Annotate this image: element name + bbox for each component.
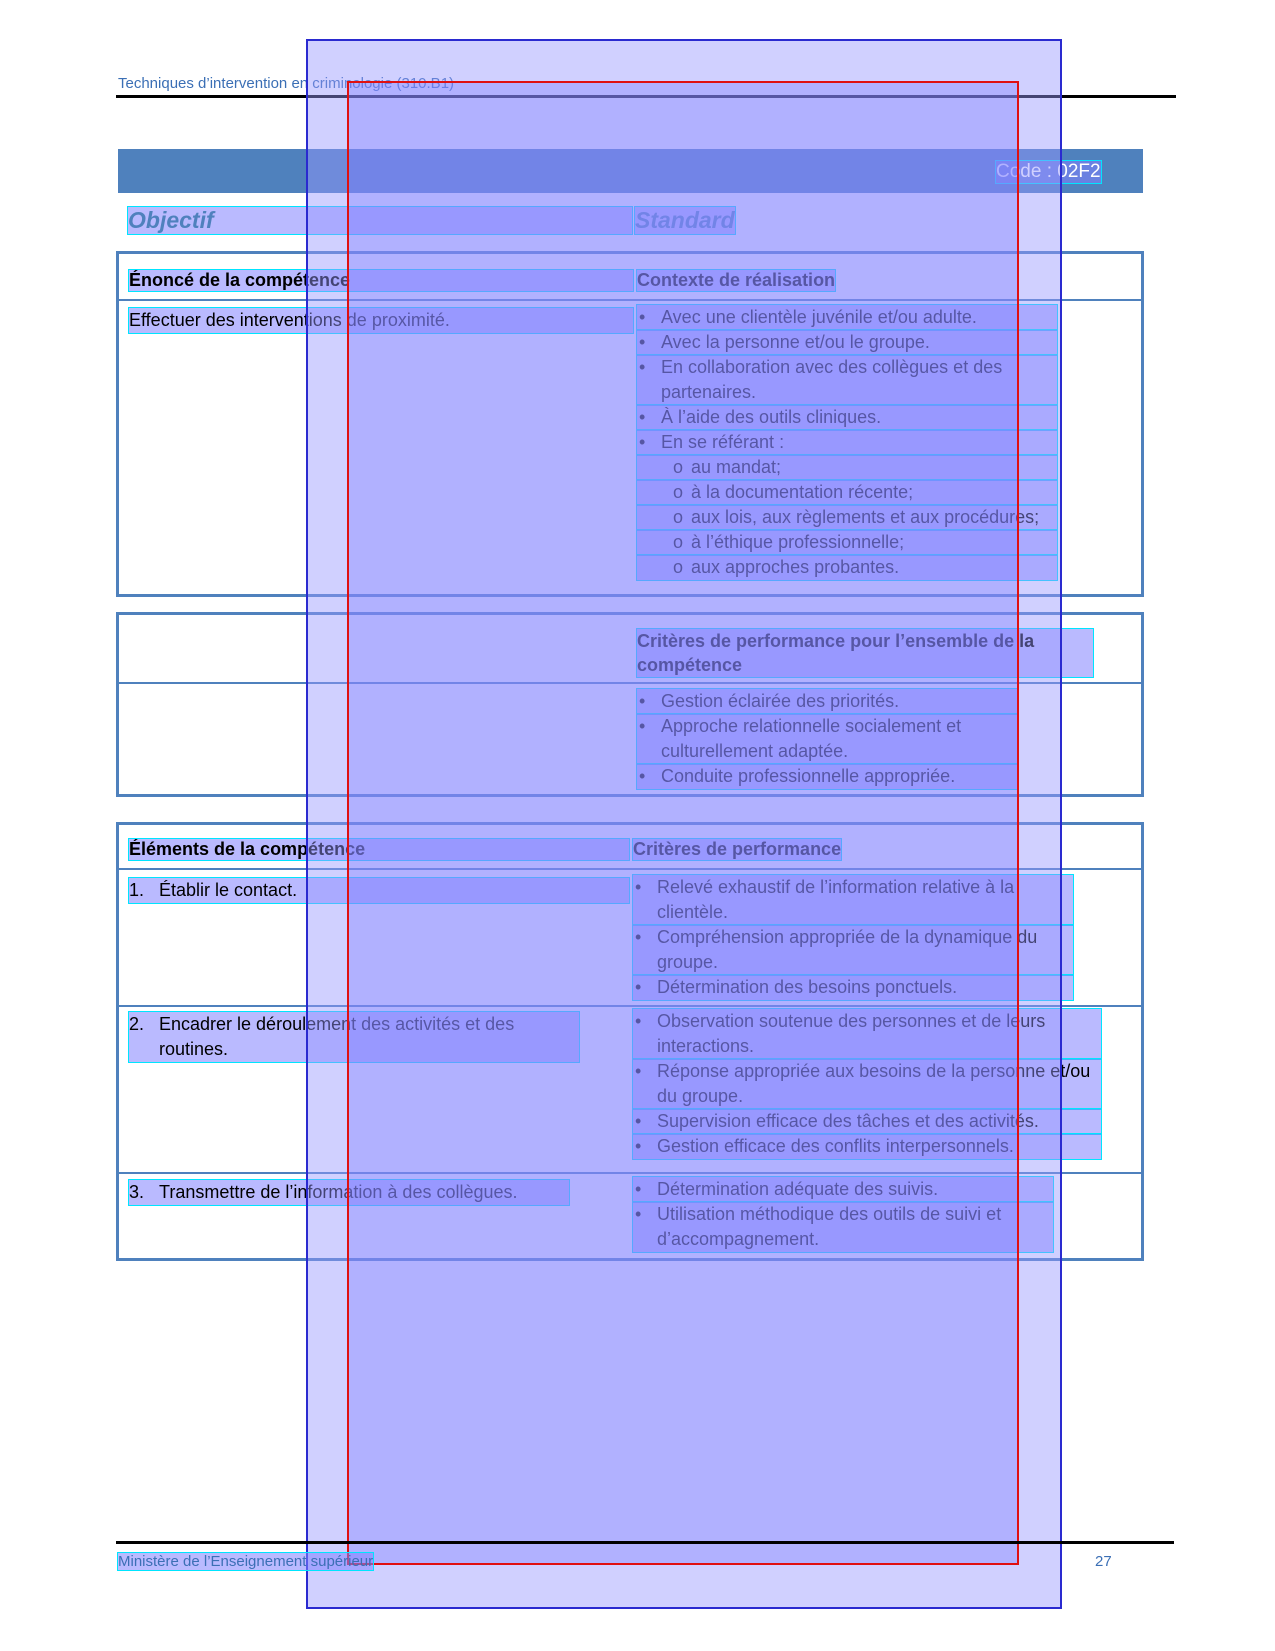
element-number: 2.: [129, 1014, 145, 1034]
criterion-item: • Conduite professionnelle appropriée.: [637, 764, 1017, 789]
footer-ministry: Ministère de l’Enseignement supérieur: [118, 1553, 374, 1570]
selection-overlay-inner: [347, 81, 1019, 1565]
running-header: Techniques d’intervention en criminologie (310.B1): [118, 75, 455, 92]
element-label: Établir le contact.: [159, 880, 298, 900]
criterion-item: • Approche relationnelle socialement et culturellement adaptée.: [637, 714, 1017, 764]
reference-item: o aux approches probantes.: [637, 555, 1057, 580]
standard-title: Standard: [635, 207, 735, 233]
element-number: 3.: [129, 1182, 145, 1202]
criterion-item: • Gestion efficace des conflits interpersonnels.: [633, 1134, 1101, 1159]
reference-item: o aux lois, aux règlements et aux procédures;: [637, 505, 1057, 530]
criterion-item: • Supervision efficace des tâches et des activités.: [633, 1109, 1101, 1134]
element-label: Encadrer le déroulement des activités et des routines.: [159, 1014, 515, 1059]
context-item: • À l’aide des outils cliniques.: [637, 405, 1057, 430]
context-header: Contexte de réalisation: [637, 270, 836, 290]
criterion-item: • Observation soutenue des personnes et de leurs interactions.: [633, 1009, 1101, 1059]
performance-header: Critères de performance: [633, 839, 842, 859]
context-item: • Avec une clientèle juvénile et/ou adulte.: [637, 305, 1057, 330]
reference-item: o à la documentation récente;: [637, 480, 1057, 505]
context-item: • En se référant :: [637, 430, 1057, 455]
criterion-item: • Détermination des besoins ponctuels.: [633, 975, 1073, 1000]
criterion-item: • Gestion éclairée des priorités.: [637, 689, 1017, 714]
statement-header: Énoncé de la compétence: [129, 270, 633, 291]
overall-criteria-header: Critères de performance pour l’ensemble de la compétence: [637, 629, 1093, 677]
criterion-item: • Réponse appropriée aux besoins de la personne et/ou du groupe.: [633, 1059, 1101, 1109]
criterion-item: • Relevé exhaustif de l’information relative à la clientèle.: [633, 875, 1073, 925]
criterion-item: • Compréhension appropriée de la dynamique du groupe.: [633, 925, 1073, 975]
footer-rule: [116, 1541, 1174, 1544]
competency-statement: Effectuer des interventions de proximité.: [129, 308, 633, 333]
elements-header: Éléments de la compétence: [129, 839, 629, 860]
context-item: • En collaboration avec des collègues et des partenaires.: [637, 355, 1057, 405]
element-number: 1.: [129, 880, 145, 900]
objectif-title: Objectif: [128, 207, 632, 234]
criterion-item: • Utilisation méthodique des outils de suivi et d’accompagnement.: [633, 1202, 1053, 1252]
reference-item: o à l’éthique professionnelle;: [637, 530, 1057, 555]
competency-code: Code : 02F2: [996, 161, 1101, 182]
element-label: Transmettre de l’information à des collègues.: [159, 1182, 518, 1202]
context-item: • Avec la personne et/ou le groupe.: [637, 330, 1057, 355]
reference-item: o au mandat;: [637, 455, 1057, 480]
page-number: 27: [1095, 1553, 1112, 1570]
criterion-item: • Détermination adéquate des suivis.: [633, 1177, 1053, 1202]
